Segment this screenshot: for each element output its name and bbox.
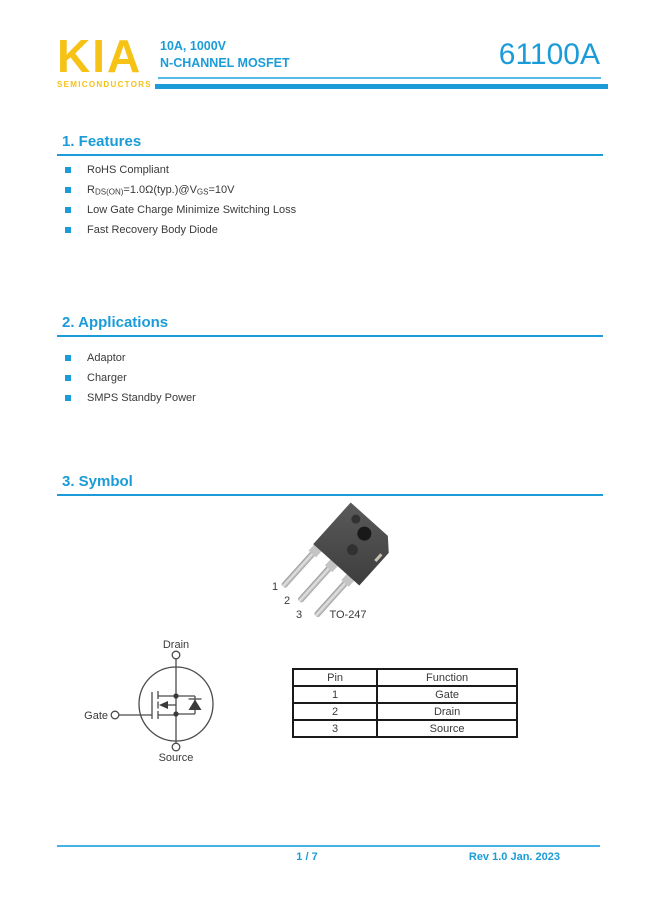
- package-pin-number: 3: [295, 609, 303, 621]
- header-divider-thin: [158, 77, 601, 79]
- function-cell: Source: [377, 720, 517, 737]
- pin-cell: 2: [293, 703, 377, 720]
- list-item: [65, 184, 296, 196]
- bullet-square-icon: [65, 395, 71, 401]
- bullet-square-icon: [65, 375, 71, 381]
- applications-list: [65, 352, 196, 412]
- bullet-square-icon: [65, 167, 71, 173]
- list-item: [65, 392, 196, 404]
- application-text: Adaptor: [87, 352, 126, 364]
- feature-text: Fast Recovery Body Diode: [87, 224, 218, 236]
- drain-terminal-icon: [172, 651, 180, 659]
- table-header-row: [293, 669, 517, 686]
- part-type: N-CHANNEL MOSFET: [160, 56, 290, 70]
- kia-logo: [57, 30, 152, 89]
- part-rating: 10A, 1000V: [160, 39, 227, 53]
- package-pin-number: 2: [283, 595, 291, 607]
- application-text: Charger: [87, 372, 127, 384]
- list-item: [65, 224, 296, 236]
- table-row: [293, 686, 517, 703]
- applications-section-title: 2. Applications: [57, 314, 603, 337]
- list-item: [65, 352, 196, 364]
- bullet-square-icon: [65, 187, 71, 193]
- kia-logo-text: KIA: [57, 30, 143, 82]
- table-row: [293, 720, 517, 737]
- pin-cell: 3: [293, 720, 377, 737]
- list-item: [65, 204, 296, 216]
- symbol-section-title: 3. Symbol: [57, 473, 603, 496]
- list-item: [65, 372, 196, 384]
- channel-arrow-icon: [159, 701, 168, 709]
- function-cell: Gate: [377, 686, 517, 703]
- part-description: [160, 38, 290, 72]
- bullet-square-icon: [65, 227, 71, 233]
- bullet-square-icon: [65, 207, 71, 213]
- revision-label: Rev 1.0 Jan. 2023: [468, 851, 560, 863]
- features-section-title: 1. Features: [57, 133, 603, 156]
- mosfet-symbol-diagram: [75, 638, 285, 770]
- source-terminal-icon: [172, 743, 180, 751]
- pin-column-header: Pin: [293, 669, 377, 686]
- package-pin-number: 1: [271, 581, 279, 593]
- gate-label: Gate: [84, 710, 108, 722]
- bullet-square-icon: [65, 355, 71, 361]
- application-text: SMPS Standby Power: [87, 392, 196, 404]
- to247-package-image: [255, 498, 415, 628]
- source-label: Source: [158, 752, 194, 764]
- function-cell: Drain: [377, 703, 517, 720]
- feature-text: RoHS Compliant: [87, 164, 169, 176]
- feature-text: Low Gate Charge Minimize Switching Loss: [87, 204, 297, 216]
- body-diode-icon: [189, 700, 202, 711]
- package-name-label: TO-247: [329, 609, 367, 621]
- list-item: [65, 164, 296, 176]
- kia-logo-subtext: SEMICONDUCTORS: [57, 80, 152, 89]
- gate-terminal-icon: [111, 711, 119, 719]
- part-number: 61100A: [498, 38, 600, 71]
- table-row: [293, 703, 517, 720]
- drain-label: Drain: [162, 639, 190, 651]
- feature-text: $R_{DS(ON)}=1.0\Omega(typ.)@V_{GS}=10V$: [87, 184, 235, 197]
- function-column-header: Function: [377, 669, 517, 686]
- features-list: [65, 164, 296, 244]
- footer-divider: [57, 845, 600, 847]
- header-divider-thick: [155, 84, 608, 89]
- pin-cell: 1: [293, 686, 377, 703]
- pin-function-table: [292, 668, 518, 738]
- page-indicator: 1 / 7: [296, 851, 318, 863]
